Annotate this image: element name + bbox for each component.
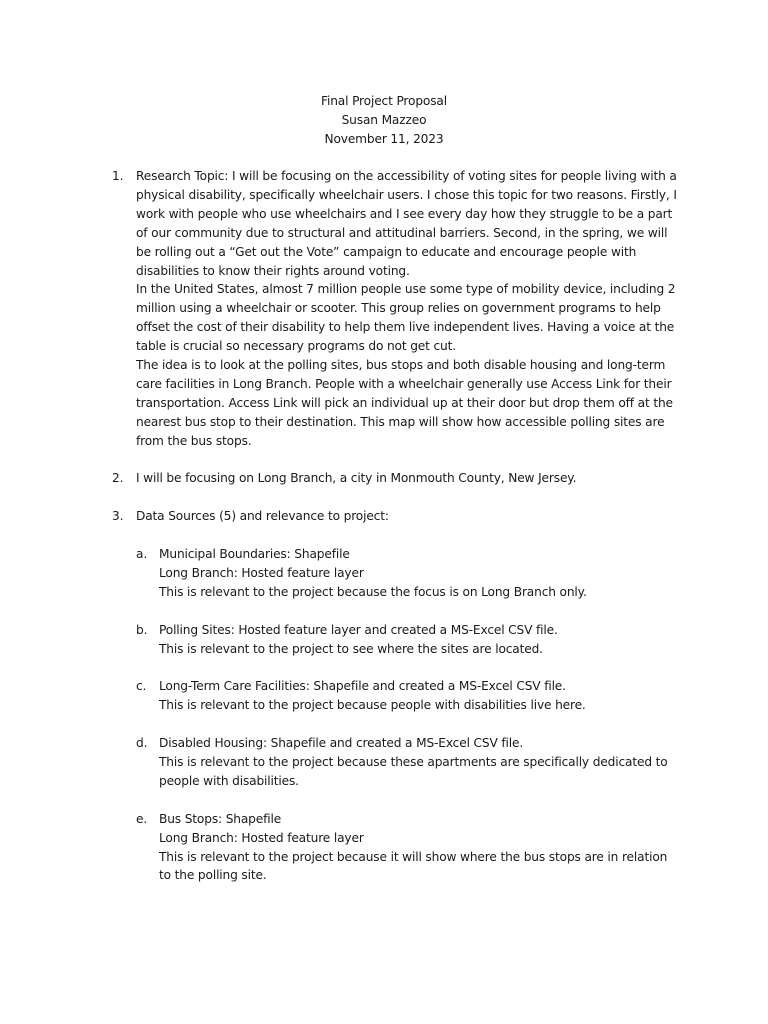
list-number: 1.: [112, 169, 124, 183]
data-source-item: [136, 734, 682, 791]
data-source-line: This is relevant to the project because it will show where the bus stops are in relation to the polling site.: [159, 849, 668, 883]
data-source-line: Bus Stops: Shapefile: [159, 811, 282, 826]
data-source-item: [136, 677, 682, 715]
data-source-item: [136, 545, 682, 602]
data-source-line: This is relevant to the project because people with disabilities live here.: [159, 698, 586, 713]
list-number: 2.: [112, 471, 124, 486]
statistics-paragraph: In the United States, almost 7 million people use some type of mobility device, including 2 million using a wheelchair or scooter. This group relies on government programs to help offset the cost of their disability to help them live independent lives. Having a voice at the table is crucial so necessary programs do not get cut.: [136, 282, 676, 354]
data-source-line: Long Branch: Hosted feature layer: [159, 830, 364, 845]
document-date: November 11, 2023: [324, 131, 444, 146]
document-title: Final Project Proposal: [321, 94, 447, 108]
data-source-line: Polling Sites: Hosted feature layer and created a MS-Excel CSV file.: [159, 622, 558, 637]
numbered-list: [112, 167, 682, 885]
data-source-item: [136, 621, 682, 659]
data-source-line: Long Branch: Hosted feature layer: [159, 565, 364, 580]
list-letter: c.: [136, 679, 147, 694]
research-topic-paragraph: Research Topic: I will be focusing on the accessibility of voting sites for people living with a physical disability, specifically wheelchair users. I chose this topic for two reasons. Firstly, I work with people who use wheelchairs and I see every day how they struggle to be a part of our community due to structural and attitudinal barriers. Second, in the spring, we will be rolling out a “Get out the Vote” campaign to educate and encourage people with disabilities to know their rights around voting.: [136, 169, 677, 278]
location-paragraph: I will be focusing on Long Branch, a city in Monmouth County, New Jersey.: [136, 471, 577, 486]
data-sources-list: [136, 545, 682, 885]
list-letter: a.: [136, 547, 148, 562]
data-source-line: This is relevant to the project because these apartments are specifically dedicated to people with disabilities.: [159, 755, 668, 788]
data-source-line: Municipal Boundaries: Shapefile: [159, 547, 350, 562]
list-letter: e.: [136, 811, 148, 826]
list-letter: d.: [136, 736, 148, 751]
data-source-line: Long-Term Care Facilities: Shapefile and created a MS-Excel CSV file.: [159, 679, 566, 694]
author-name: Susan Mazzeo: [341, 112, 427, 127]
data-source-item: [136, 810, 682, 886]
list-item-location: [112, 469, 682, 488]
data-source-line: Disabled Housing: Shapefile and created a MS-Excel CSV file.: [159, 736, 524, 751]
list-letter: b.: [136, 622, 148, 637]
idea-paragraph: The idea is to look at the polling sites, bus stops and both disable housing and long-term care facilities in Long Branch. People with a wheelchair generally use Access Link for their transportation. Access Link will pick an individual up at their door but drop them off at the nearest bus stop to their destination. This map will show how accessible polling sites are from the bus stops.: [136, 358, 673, 448]
list-number: 3.: [112, 509, 124, 524]
data-source-line: This is relevant to the project because the focus is on Long Branch only.: [159, 584, 587, 599]
data-sources-heading: Data Sources (5) and relevance to project:: [136, 509, 389, 524]
document-header: [0, 92, 768, 149]
list-item-data-sources: [112, 507, 682, 885]
data-source-line: This is relevant to the project to see where the sites are located.: [159, 641, 543, 656]
list-item-research-topic: [112, 167, 682, 451]
